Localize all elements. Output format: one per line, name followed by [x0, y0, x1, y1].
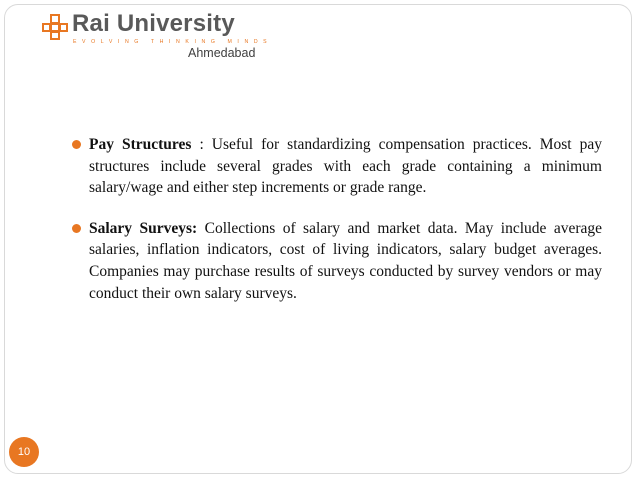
- logo-name: Rai University: [72, 10, 235, 37]
- logo-campus: Ahmedabad: [188, 46, 256, 60]
- page-number: 10: [17, 446, 31, 458]
- bullet-separator: :: [191, 136, 212, 153]
- university-crest-icon: [42, 14, 68, 40]
- bullet-item: [72, 134, 602, 199]
- bullet-term: Pay Structures: [89, 136, 192, 153]
- page-number-badge: [9, 437, 39, 467]
- bullet-separator: [197, 220, 204, 237]
- slide-content: [72, 134, 602, 323]
- bullet-dot-icon: [72, 224, 81, 233]
- bullet-item: [72, 218, 602, 304]
- logo-tagline: EVOLVING THINKING MINDS: [73, 39, 273, 45]
- bullet-text: Useful for standardizing compensation practices. Most pay structures include several grades with each grade containing a minimum salary/wage and either step increments or grade range.: [89, 136, 602, 197]
- university-logo: [42, 12, 272, 60]
- bullet-dot-icon: [72, 140, 81, 149]
- bullet-text: Collections of salary and market data. May include average salaries, inflation indicators, cost of living indicators, salary budget averages. Companies may purchase results of surveys conducted by survey vendors or may conduct their own salary surveys.: [89, 219, 603, 302]
- bullet-term: Salary Surveys:: [89, 219, 198, 237]
